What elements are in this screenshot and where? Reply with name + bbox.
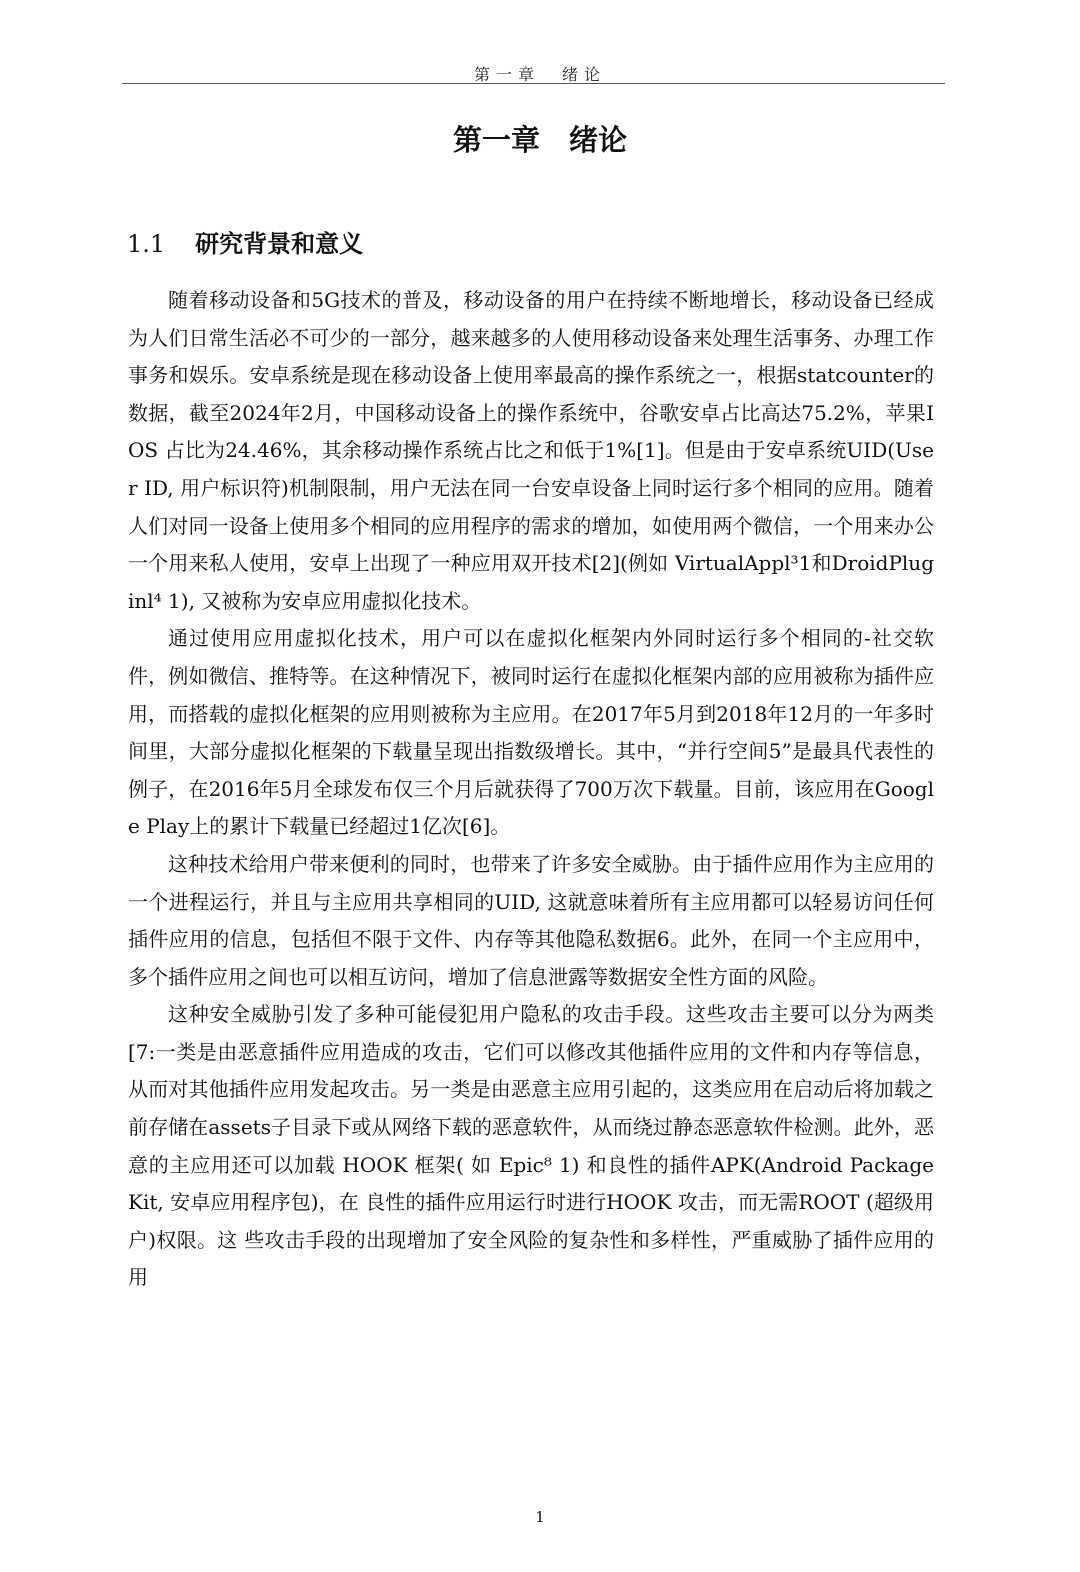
header-rule	[122, 83, 945, 84]
page-number: 1	[535, 1508, 545, 1526]
chapter-title: 第一章 绪论	[452, 123, 627, 157]
running-header: 第一章 绪论	[473, 65, 606, 84]
paragraph-3: 这种技术给用户带来便利的同时，也带来了许多安全威胁。由于插件应用作为主应用的一个进程运行，并且与主应用共享相同的UID, 这就意味着所有主应用都可以轻易访问任何插件应用的信息，包括但不限于文件、内存等其他隐私数据6。此外，在同一个主应用中，多个插件应用之间也可以相互访问，增加了信息泄露等数据安全性方面的风险。	[128, 851, 934, 989]
section-number: 1.1	[127, 230, 166, 258]
paragraph-2: 通过使用应用虚拟化技术，用户可以在虚拟化框架内外同时运行多个相同的-社交软件，例如微信、推特等。在这种情况下，被同时运行在虚拟化框架内部的应用被称为插件应用，而搭载的虚拟化框架的应用则被称为主应用。在2017年5月到2018年12月的一年多时间里，大部分虚拟化框架的下载量呈现出指数级增长。其中，“并行空间5”是最具代表性的例子，在2016年5月全球发布仅三个月后就获得了700万次下载量。目前，该应用在Google Play上的累计下载量已经超过1亿次[6]。	[128, 626, 934, 839]
paragraph-1: 随着移动设备和5G技术的普及，移动设备的用户在持续不断地增长，移动设备已经成为人们日常生活必不可少的一部分，越来越多的人使用移动设备来处理生活事务、办理工作事务和娱乐。安卓系统是现在移动设备上使用率最高的操作系统之一，根据statcounter的数据，截至2024年2月，中国移动设备上的操作系统中，谷歌安卓占比高达75.2%，苹果IOS 占比为24.46%，其余移动操作系统占比之和低于1%[1]。但是由于安卓系统UID(User ID, 用户标识符)机制限制，用户无法在同一台安卓设备上同时运行多个相同的应用。随着人们对同一设备上使用多个相同的应用程序的需求的增加，如使用两个微信，一个用来办公一个用来私人使用，安卓上出现了一种应用双开技术[2](例如 VirtualAppl³1和DroidPluginl⁴ 1), 又被称为安卓应用虚拟化技术。	[128, 288, 934, 613]
body-text	[128, 282, 934, 1297]
paragraph-4: 这种安全威胁引发了多种可能侵犯用户隐私的攻击手段。这些攻击主要可以分为两类[7:一类是由恶意插件应用造成的攻击，它们可以修改其他插件应用的文件和内存等信息，从而对其他插件应用发起攻击。另一类是由恶意主应用引起的，这类应用在启动后将加载之前存储在assets子目录下或从网络下载的恶意软件，从而绕过静态恶意软件检测。此外，恶意的主应用还可以加载 HOOK 框架( 如 Epic⁸ 1) 和良性的插件APK(Android Package Kit, 安卓应用程序包)，在 良性的插件应用运行时进行HOOK 攻击，而无需ROOT (超级用户)权限。这 些攻击手段的出现增加了安全风险的复杂性和多样性，严重威胁了插件应用的用	[128, 1002, 934, 1290]
section-title: 研究背景和意义	[195, 230, 364, 258]
section-heading	[127, 224, 363, 259]
